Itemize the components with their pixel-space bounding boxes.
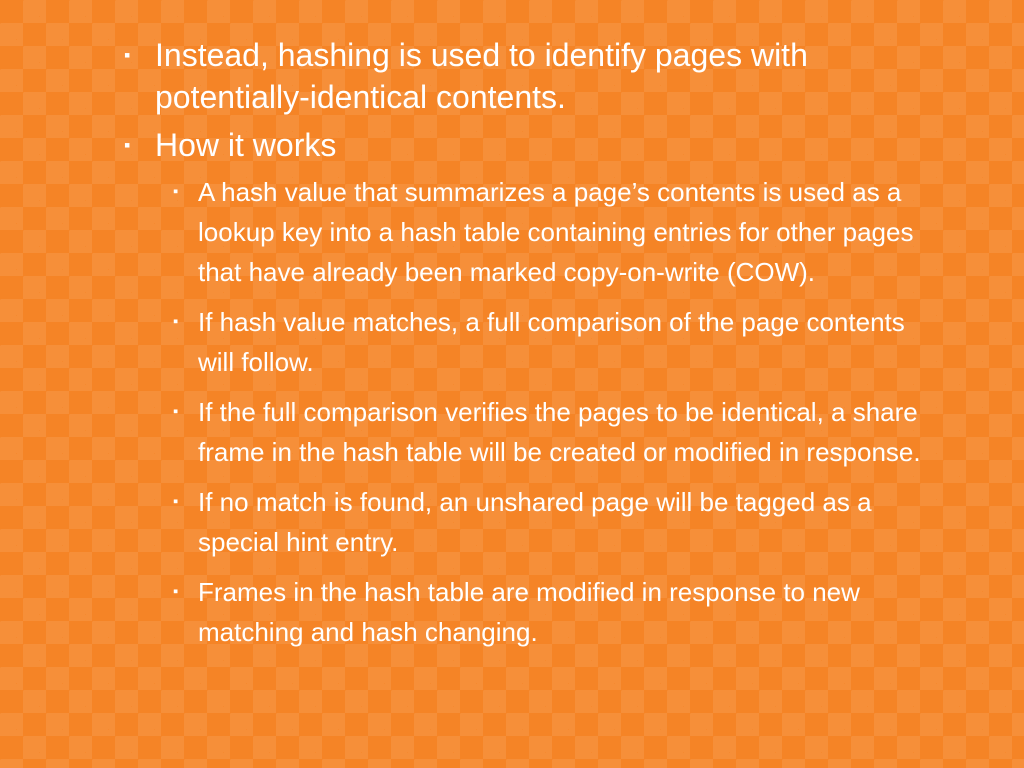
bullet-item-how-it-works — [120, 124, 980, 166]
bullet-list — [120, 34, 980, 662]
sub-bullet-text: If the full comparison verifies the pages to be identical, a share frame in the hash table will be created or modified in response. — [198, 397, 921, 467]
sub-bullet-text: A hash value that summarizes a page’s contents is used as a lookup key into a hash table containing entries for other pages that have already been marked copy-on-write (COW). — [198, 177, 914, 287]
sub-bullet-text: If hash value matches, a full comparison of the page contents will follow. — [198, 307, 905, 377]
sub-bullet-item — [120, 572, 980, 652]
sub-bullet-item — [120, 302, 980, 382]
sub-bullet-item — [120, 482, 980, 562]
sub-bullet-text: If no match is found, an unshared page will be tagged as a special hint entry. — [198, 487, 872, 557]
square-bullet-icon: ▪ — [173, 313, 179, 330]
sub-bullet-item — [120, 172, 980, 292]
square-bullet-icon: ▪ — [124, 135, 131, 155]
bullet-text: Instead, hashing is used to identify pages with potentially-identical contents. — [155, 37, 808, 115]
square-bullet-icon: ▪ — [173, 493, 179, 510]
bullet-item-hashing-intro — [120, 34, 980, 118]
square-bullet-icon: ▪ — [173, 403, 179, 420]
square-bullet-icon: ▪ — [173, 183, 179, 200]
bullet-text: How it works — [155, 127, 337, 163]
square-bullet-icon: ▪ — [173, 583, 179, 600]
square-bullet-icon: ▪ — [124, 45, 131, 65]
sub-bullet-item — [120, 392, 980, 472]
sub-bullet-text: Frames in the hash table are modified in response to new matching and hash changing. — [198, 577, 860, 647]
